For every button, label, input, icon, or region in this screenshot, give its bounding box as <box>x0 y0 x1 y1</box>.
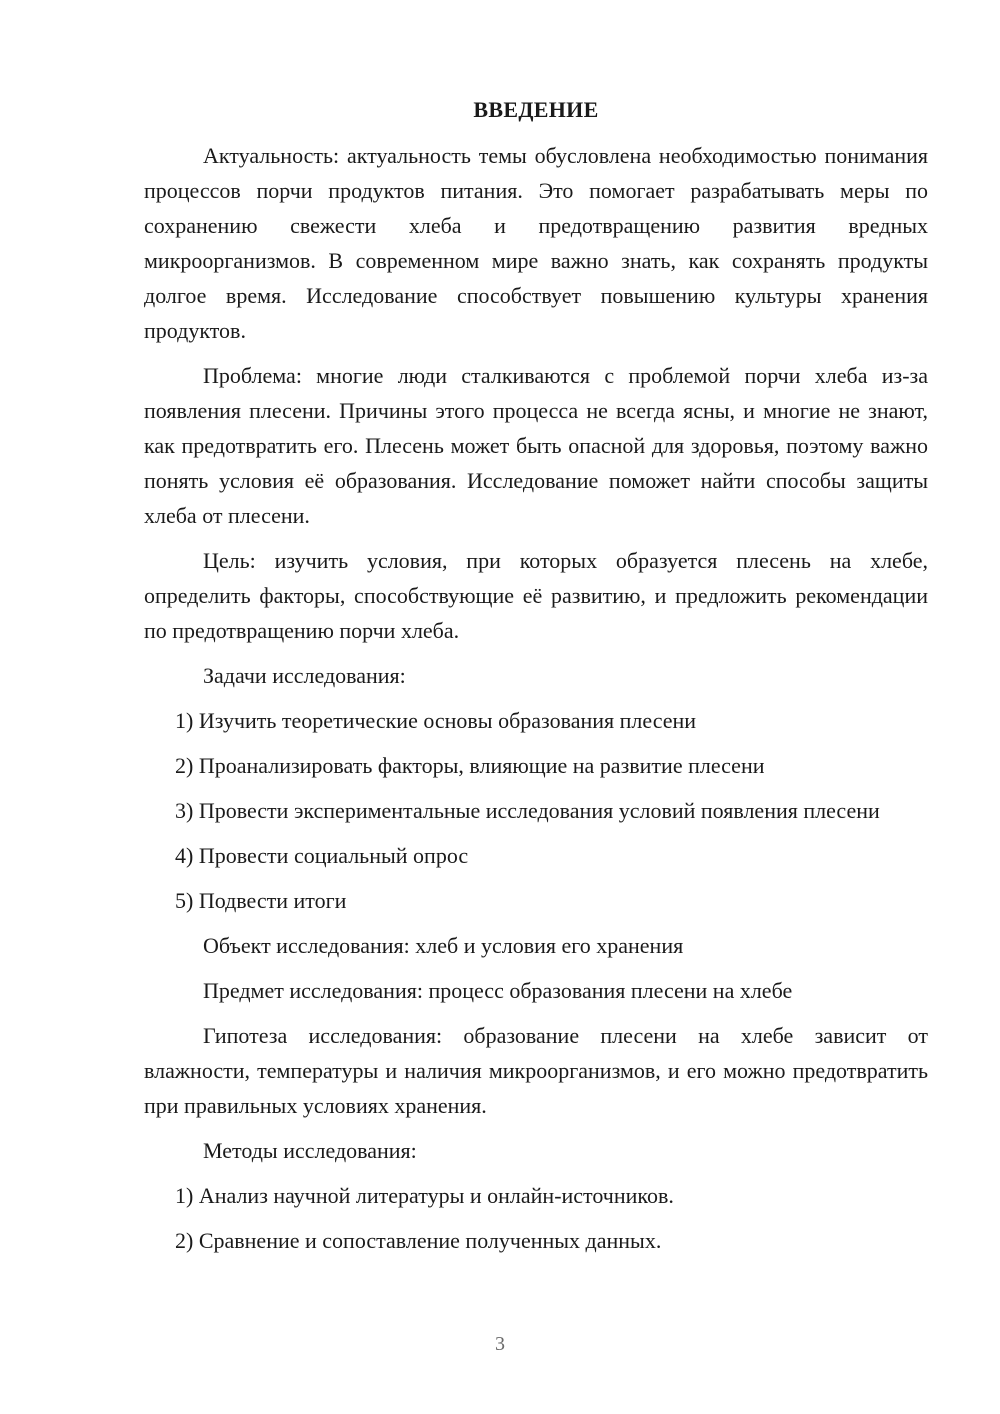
goal-paragraph: Цель: изучить условия, при которых образуется плесень на хлебе, определить факторы, способствующие её развитию, и предложить рекомендации по предотвращению порчи хлеба. <box>144 548 928 643</box>
method-item: 2) Сравнение и сопоставление полученных данных. <box>175 1228 662 1253</box>
task-item: 2) Проанализировать факторы, влияющие на развитие плесени <box>175 753 765 778</box>
problem-paragraph: Проблема: многие люди сталкиваются с проблемой порчи хлеба из-за появления плесени. Причины этого процесса не всегда ясны, и многие не знают, как предотвратить его. Плесень может быть опасной для здоровья, поэтому важно понять условия её образования. Исследование поможет найти способы защиты хлеба от плесени. <box>144 363 928 528</box>
subject-paragraph: Предмет исследования: процесс образования плесени на хлебе <box>203 978 793 1003</box>
page-title: ВВЕДЕНИЕ <box>473 97 599 122</box>
methods-heading: Методы исследования: <box>203 1138 417 1163</box>
method-item: 1) Анализ научной литературы и онлайн-источников. <box>175 1183 674 1208</box>
page-number: 3 <box>495 1333 505 1355</box>
task-item: 4) Провести социальный опрос <box>175 843 469 868</box>
task-item: 5) Подвести итоги <box>175 888 347 913</box>
document-page <box>144 92 928 1258</box>
object-paragraph: Объект исследования: хлеб и условия его хранения <box>203 933 684 958</box>
task-item: 3) Провести экспериментальные исследования условий появления плесени <box>175 798 880 823</box>
task-item: 1) Изучить теоретические основы образования плесени <box>175 708 697 733</box>
relevance-paragraph: Актуальность: актуальность темы обусловлена необходимостью понимания процессов порчи продуктов питания. Это помогает разрабатывать меры по сохранению свежести хлеба и предотвращению развития вредных микроорганизмов. В современном мире важно знать, как сохранять продукты долгое время. Исследование способствует повышению культуры хранения продуктов. <box>144 143 928 343</box>
tasks-heading: Задачи исследования: <box>203 663 406 688</box>
hypothesis-paragraph: Гипотеза исследования: образование плесени на хлебе зависит от влажности, температуры и наличия микроорганизмов, и его можно предотвратить при правильных условиях хранения. <box>144 1023 928 1118</box>
